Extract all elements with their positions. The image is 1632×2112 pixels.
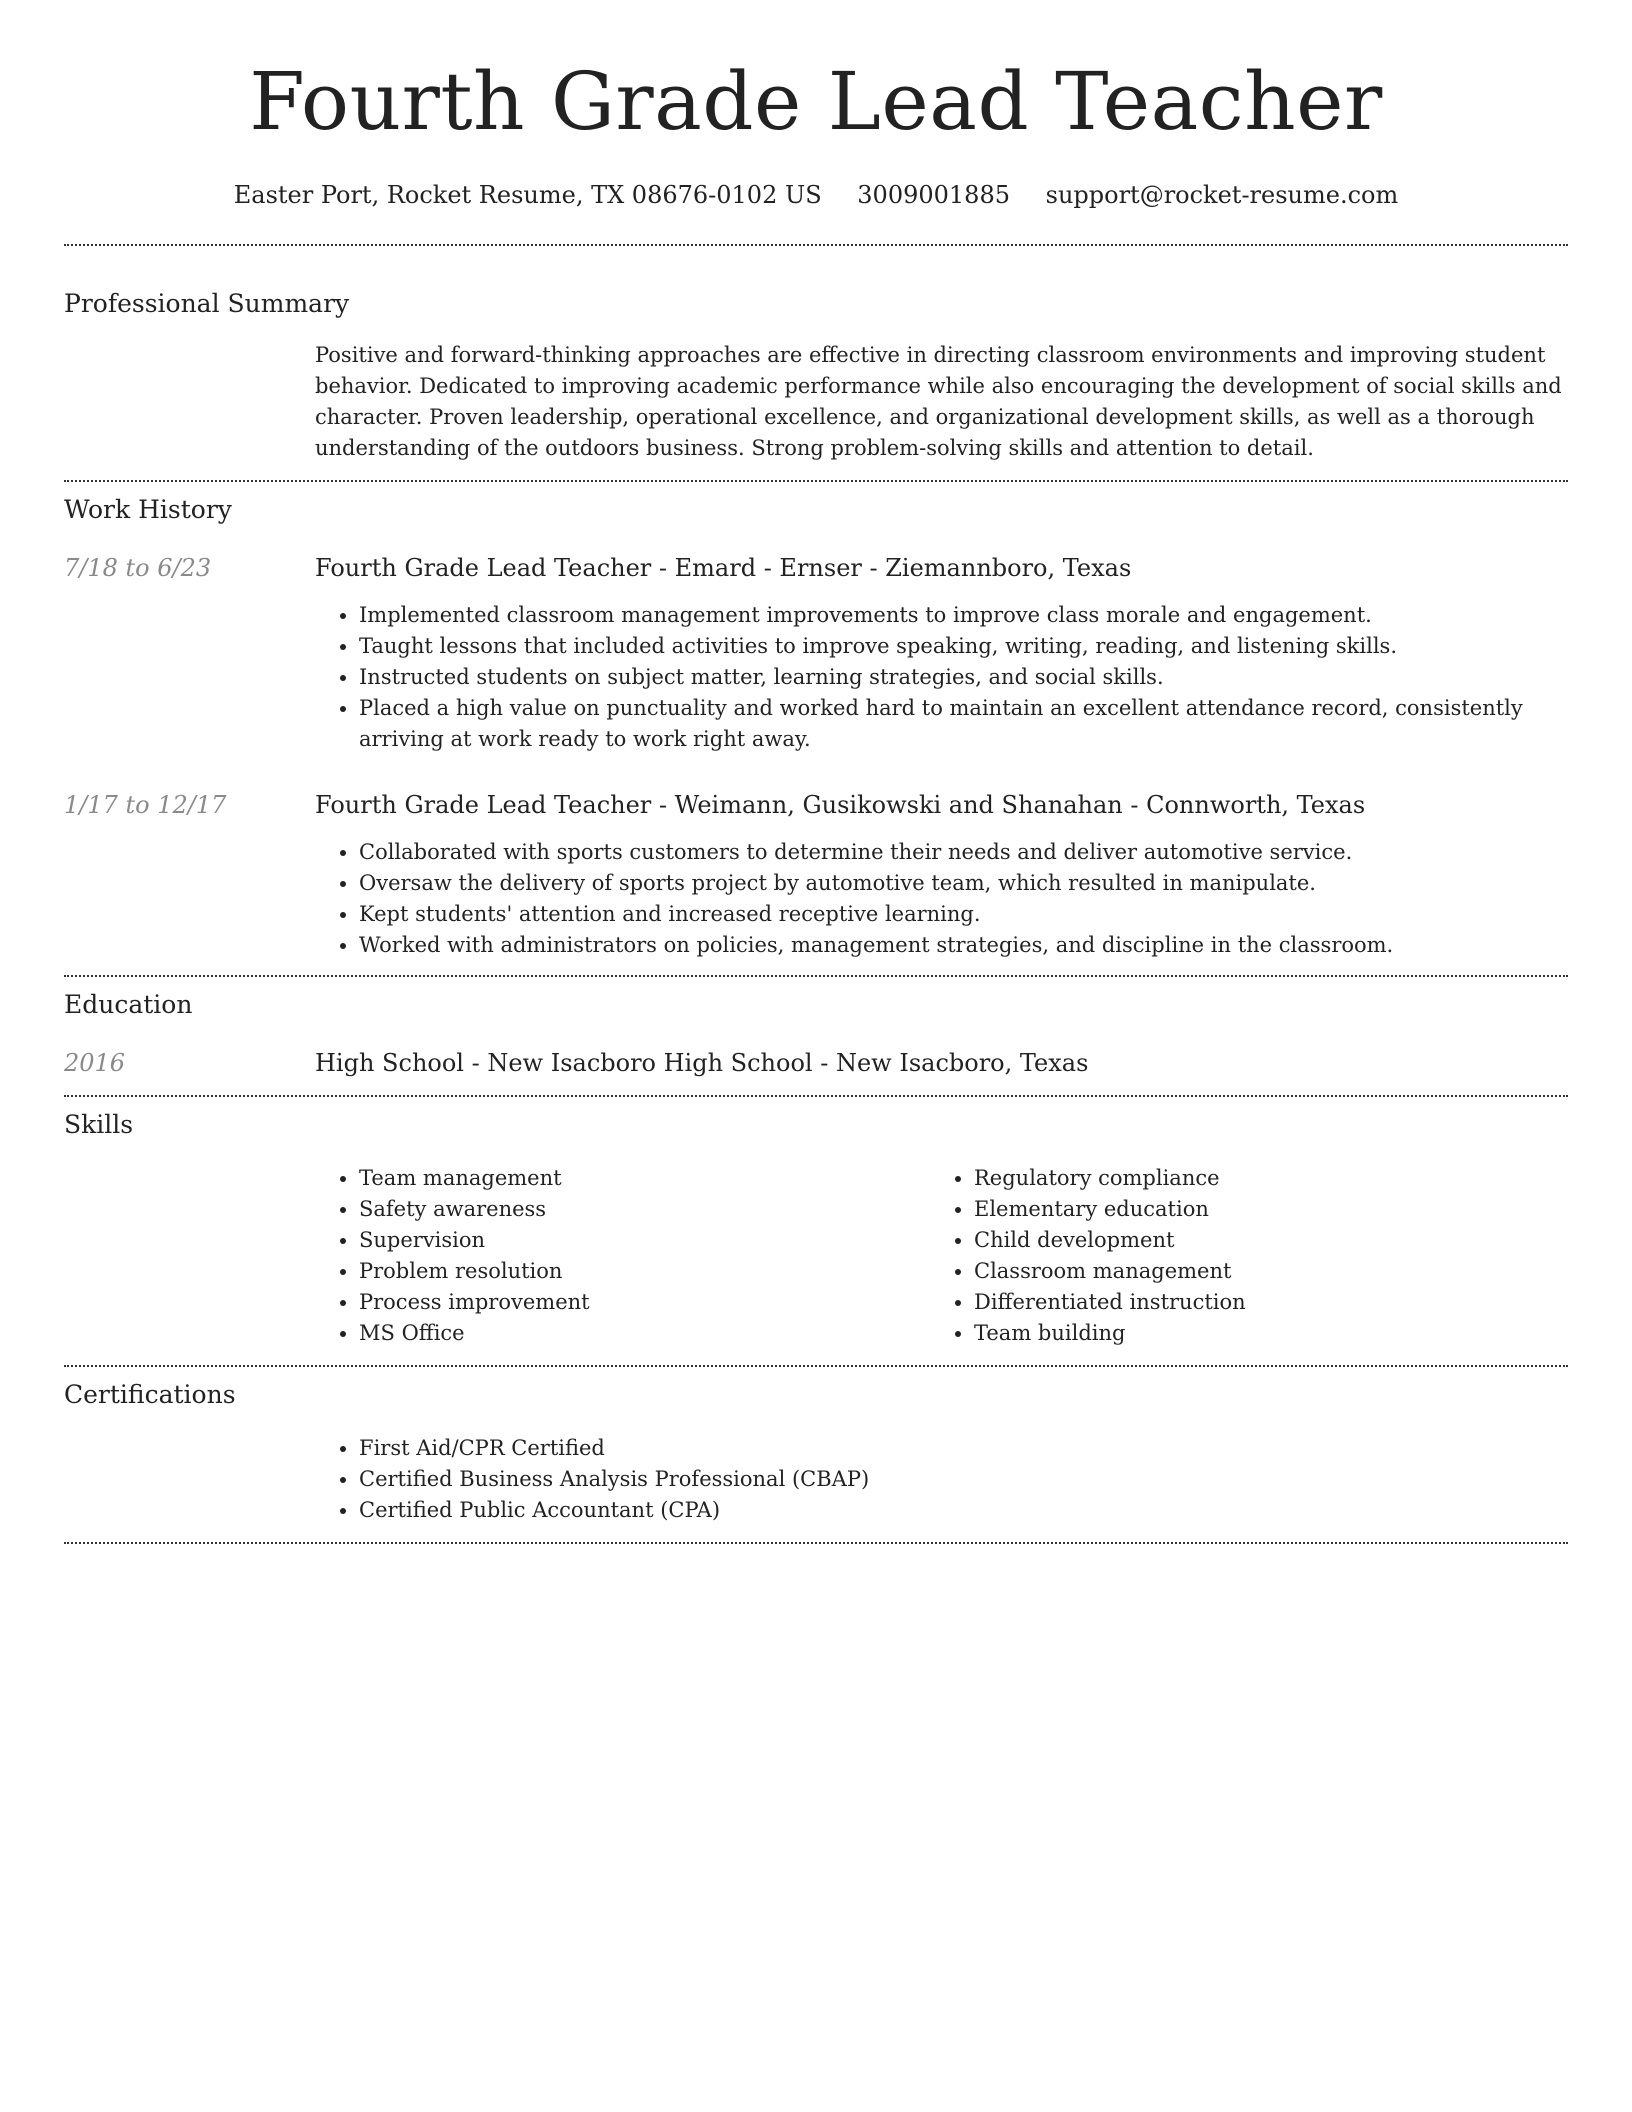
job-bullets <box>315 837 1568 961</box>
contact-line <box>64 180 1568 210</box>
job-entry <box>64 552 1568 755</box>
list-item: • Problem resolution <box>359 1256 930 1287</box>
list-item: • Certified Public Accountant (CPA) <box>359 1495 1568 1526</box>
skills-list-right <box>930 1163 1545 1349</box>
skills-columns <box>315 1163 1568 1349</box>
education-heading: High School - New Isacboro High School - New Isacboro, Texas <box>315 1049 1089 1077</box>
list-item: • MS Office <box>359 1318 930 1349</box>
list-item: • Classroom management <box>974 1256 1545 1287</box>
list-item: • Regulatory compliance <box>974 1163 1545 1194</box>
work-history-section <box>64 482 1568 961</box>
list-item: • Differentiated instruction <box>974 1287 1545 1318</box>
job-heading: Fourth Grade Lead Teacher - Weimann, Gusikowski and Shanahan - Connworth, Texas <box>315 791 1366 819</box>
certifications-content <box>315 1433 1568 1526</box>
education-section <box>64 977 1568 1079</box>
list-item: • First Aid/CPR Certified <box>359 1433 1568 1464</box>
list-item: • Placed a high value on punctuality and worked hard to maintain an excellent attendance record, consistently arriving at work ready to work right away. <box>359 693 1568 755</box>
contact-phone: 3009001885 <box>857 181 1010 209</box>
list-item: • Team building <box>974 1318 1545 1349</box>
job-body <box>315 789 1568 961</box>
list-item: • Process improvement <box>359 1287 930 1318</box>
list-item: • Oversaw the delivery of sports project by automotive team, which resulted in manipulate. <box>359 868 1568 899</box>
job-date: 7/18 to 6/23 <box>64 554 212 582</box>
list-item: • Safety awareness <box>359 1194 930 1225</box>
list-item: • Certified Business Analysis Professional (CBAP) <box>359 1464 1568 1495</box>
summary-section <box>64 246 1568 464</box>
list-item: • Child development <box>974 1225 1545 1256</box>
summary-text: Positive and forward-thinking approaches are effective in directing classroom environments and improving student behavior. Dedicated to improving academic performance while also encouraging the development of social skills and character. Proven leadership, operational excellence, and organizational development skills, as well as a thorough understanding of the outdoors business. Strong problem-solving skills and attention to detail. <box>315 343 1562 460</box>
education-entry <box>64 1047 1568 1079</box>
list-item: • Team management <box>359 1163 930 1194</box>
skills-title: Skills <box>64 1110 134 1139</box>
certifications-section <box>64 1367 1568 1526</box>
summary-content <box>315 340 1568 464</box>
section-divider <box>64 1542 1568 1544</box>
skills-section <box>64 1097 1568 1349</box>
job-heading: Fourth Grade Lead Teacher - Emard - Ernser - Ziemannboro, Texas <box>315 554 1132 582</box>
list-item: • Collaborated with sports customers to determine their needs and deliver automotive service. <box>359 837 1568 868</box>
education-body <box>315 1047 1568 1079</box>
job-body <box>315 552 1568 755</box>
list-item: • Worked with administrators on policies, management strategies, and discipline in the classroom. <box>359 930 1568 961</box>
skills-column-right <box>930 1163 1545 1349</box>
contact-address: Easter Port, Rocket Resume, TX 08676-0102 US <box>233 181 822 209</box>
job-bullets <box>315 600 1568 755</box>
list-item: • Taught lessons that included activities to improve speaking, writing, reading, and listening skills. <box>359 631 1568 662</box>
certifications-list <box>315 1433 1568 1526</box>
certifications-title: Certifications <box>64 1380 236 1409</box>
job-entry <box>64 789 1568 961</box>
education-date: 2016 <box>64 1049 126 1077</box>
list-item: • Implemented classroom management improvements to improve class morale and engagement. <box>359 600 1568 631</box>
job-date: 1/17 to 12/17 <box>64 791 227 819</box>
candidate-name: Fourth Grade Lead Teacher <box>249 55 1383 148</box>
skills-column-left <box>315 1163 930 1349</box>
summary-title: Professional Summary <box>64 289 350 318</box>
education-title: Education <box>64 990 193 1019</box>
skills-list-left <box>315 1163 930 1349</box>
list-item: • Instructed students on subject matter, learning strategies, and social skills. <box>359 662 1568 693</box>
work-history-title: Work History <box>64 495 232 524</box>
list-item: • Supervision <box>359 1225 930 1256</box>
contact-email: support@rocket-resume.com <box>1045 181 1399 209</box>
list-item: • Elementary education <box>974 1194 1545 1225</box>
list-item: • Kept students' attention and increased receptive learning. <box>359 899 1568 930</box>
